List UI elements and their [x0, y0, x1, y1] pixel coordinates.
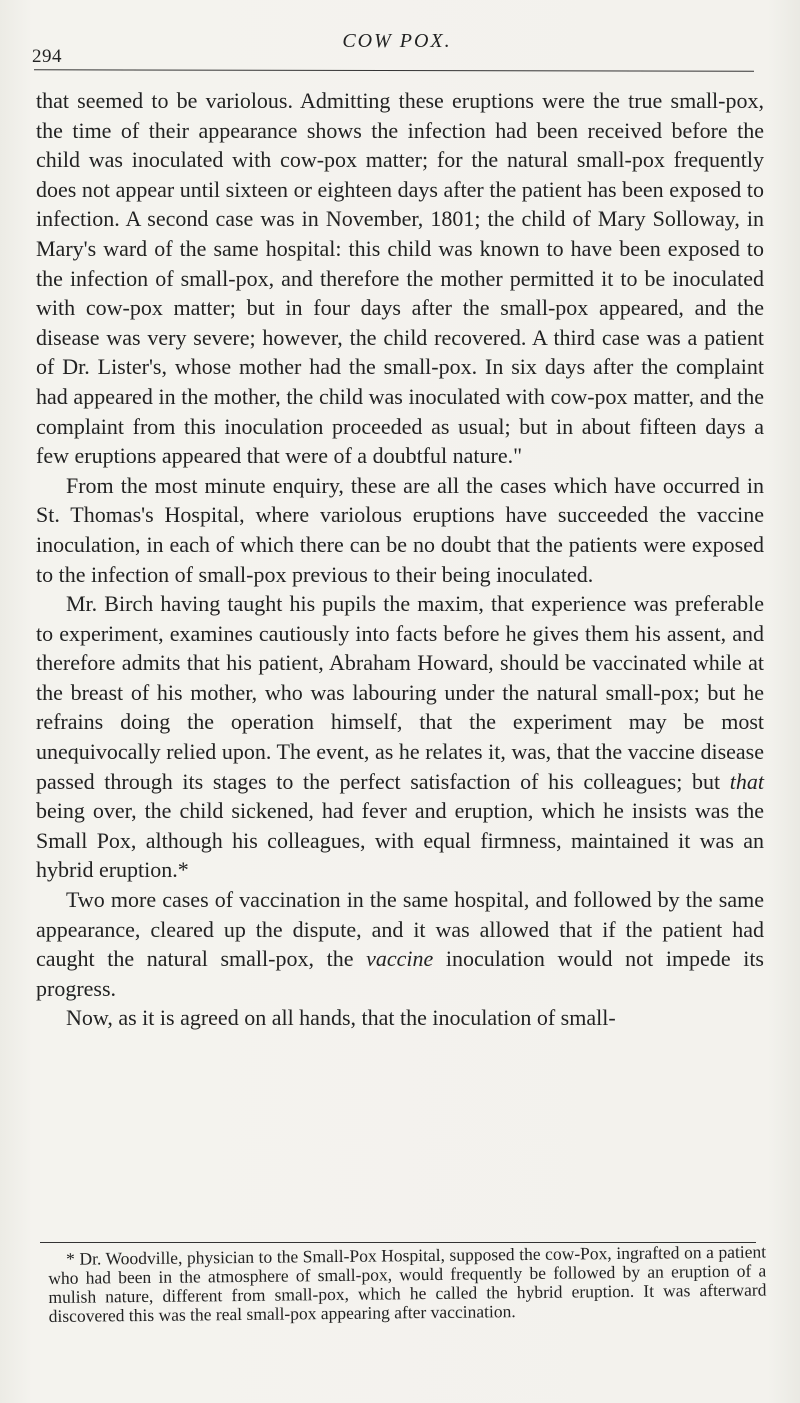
paragraph-3-text-b: being over, the child sickened, had fever and eruption, which he insists was the Small Pox, although his colleagues, with equal firmness, maintained it was an hybrid eruption.*	[36, 798, 764, 883]
page-number: 294	[32, 46, 62, 67]
paragraph-4-text-a: Two more cases of vaccination in the same hospital, and followed by the same appearance, cleared up the dispute, and it was allowed that if the patient had caught the natural small-pox, the	[36, 887, 764, 972]
paragraph-2: From the most minute enquiry, these are all the cases which have occurred in St. Thomas's Hospital, where variolous eruptions have succeeded the vaccine inoculation, in each of which there can be no doubt that the patients were exposed to the infection of small-pox previous to their being inoculated.	[36, 472, 764, 587]
footnote-text: * Dr. Woodville, physician to the Small-Pox Hospital, supposed the cow-Pox, ingrafted on a patient who had been in the atmosphere of small-pox, would frequently be followed by an eruption of a mulish nature, different from small-pox, which he called the hybrid eruption. It was afterward discovered this was the real small-pox appearing after vaccination.	[48, 1241, 767, 1326]
running-head	[32, 28, 762, 68]
footnote	[48, 1242, 767, 1326]
paragraph-1: that seemed to be variolous. Admitting these eruptions were the true small-pox, the time of their appearance shows the infection had been received before the child was inoculated with cow-pox matter; for the natural small-pox frequently does not appear until sixteen or eighteen days after the patient has been exposed to infection. A second case was in November, 1801; the child of Mary Solloway, in Mary's ward of the same hospital: this child was known to have been exposed to the infection of small-pox, and therefore the mother permitted it to be inoculated with cow-pox matter; but in four days after the small-pox appeared, and the disease was very severe; however, the child recovered. A third case was a patient of Dr. Lister's, whose mother had the small-pox. In six days after the complaint had appeared in the mother, the child was inoculated with cow-pox matter, and the complaint from this inoculation proceeded as usual; but in about fifteen days a few eruptions appeared that were of a doubtful nature."	[36, 88, 764, 469]
paragraph-4-emphasis: vaccine	[366, 946, 434, 972]
paragraph-4	[36, 885, 764, 1003]
running-title: COW POX.	[342, 30, 452, 52]
header-rule	[34, 69, 754, 72]
paragraph-4-text-b: inoculation would not impede its progress.	[36, 946, 764, 1001]
paragraph-5: Now, as it is agreed on all hands, that the inoculation of small-	[66, 1005, 616, 1031]
paragraph-3-emphasis: that	[729, 768, 764, 794]
paragraph-3	[36, 589, 764, 885]
body-text	[36, 86, 764, 1033]
paragraph-3-text-a: Mr. Birch having taught his pupils the maxim, that experience was preferable to experiment, examines cautiously into facts before he gives them his assent, and therefore admits that his patient, Abraham Howard, should be vaccinated while at the breast of his mother, who was labouring under the natural small-pox; but he refrains doing the operation himself, that the experiment may be most unequivocally relied upon. The event, as he relates it, was, that the vaccine disease passed through its stages to the perfect satisfaction of his colleagues; but	[36, 591, 764, 794]
